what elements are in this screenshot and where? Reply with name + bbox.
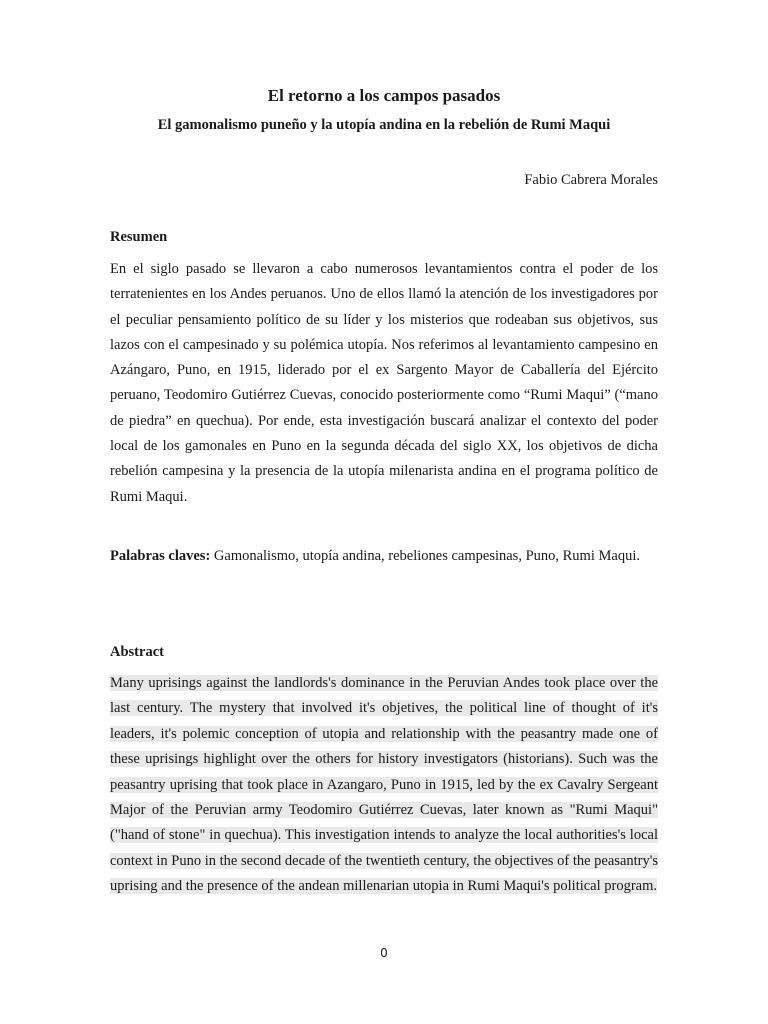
page-number: 0 bbox=[380, 946, 388, 960]
resumen-body: En el siglo pasado se llevaron a cabo numerosos levantamientos contra el poder de los terratenientes en los Andes peruanos. Uno de ellos llamó la atención de los investigadores por el peculiar pensamiento político de su líder y los misterios que rodeaban sus objetivos, sus lazos con el campesinado y su polémica utopía. Nos referimos al levantamiento campesino en Azángaro, Puno, en 1915, liderado por el ex Sargento Mayor de Caballería del Ejército peruano, Teodomiro Gutiérrez Cuevas, conocido posteriormente como “Rumi Maqui” (“mano de piedra” en quechua). Por ende, esta investigación buscará analizar el contexto del poder local de los gamonales en Puno en la segunda década del siglo XX, los objetivos de dicha rebelión campesina y la presencia de la utopía milenarista andina en el programa político de Rumi Maqui. bbox=[110, 261, 658, 505]
paper-title: El retorno a los campos pasados bbox=[267, 86, 501, 105]
abstract-body bbox=[110, 671, 658, 900]
abstract-text: Many uprisings against the landlords's dominance in the Peruvian Andes took place over the last century. The mystery that involved it's objetives, the political line of thought of it's leaders, it's polemic conception of utopia and relationship with the peasantry made one of these uprisings highlight over the others for history investigators (historians). Such was the peasantry uprising that took place in Azangaro, Puno in 1915, led by the ex Cavalry Sergeant Major of the Peruvian army Teodomiro Gutiérrez Cuevas, later known as "Rumi Maqui" ("hand of stone" in quechua). This investigation intends to analyze the local authorities's local context in Puno in the second decade of the twentieth century, the objectives of the peasantry's uprising and the presence of the andean millenarian utopia in Rumi Maqui's political program. bbox=[110, 675, 658, 895]
author-name: Fabio Cabrera Morales bbox=[524, 172, 658, 188]
keywords-paragraph bbox=[110, 544, 658, 569]
paper-subtitle: El gamonalismo puneño y la utopía andina en la rebelión de Rumi Maqui bbox=[157, 117, 611, 133]
keywords-text: Gamonalismo, utopía andina, rebeliones campesinas, Puno, Rumi Maqui. bbox=[210, 548, 640, 564]
resumen-heading: Resumen bbox=[110, 229, 168, 245]
keywords-label: Palabras claves: bbox=[110, 548, 211, 564]
abstract-heading: Abstract bbox=[110, 644, 164, 660]
